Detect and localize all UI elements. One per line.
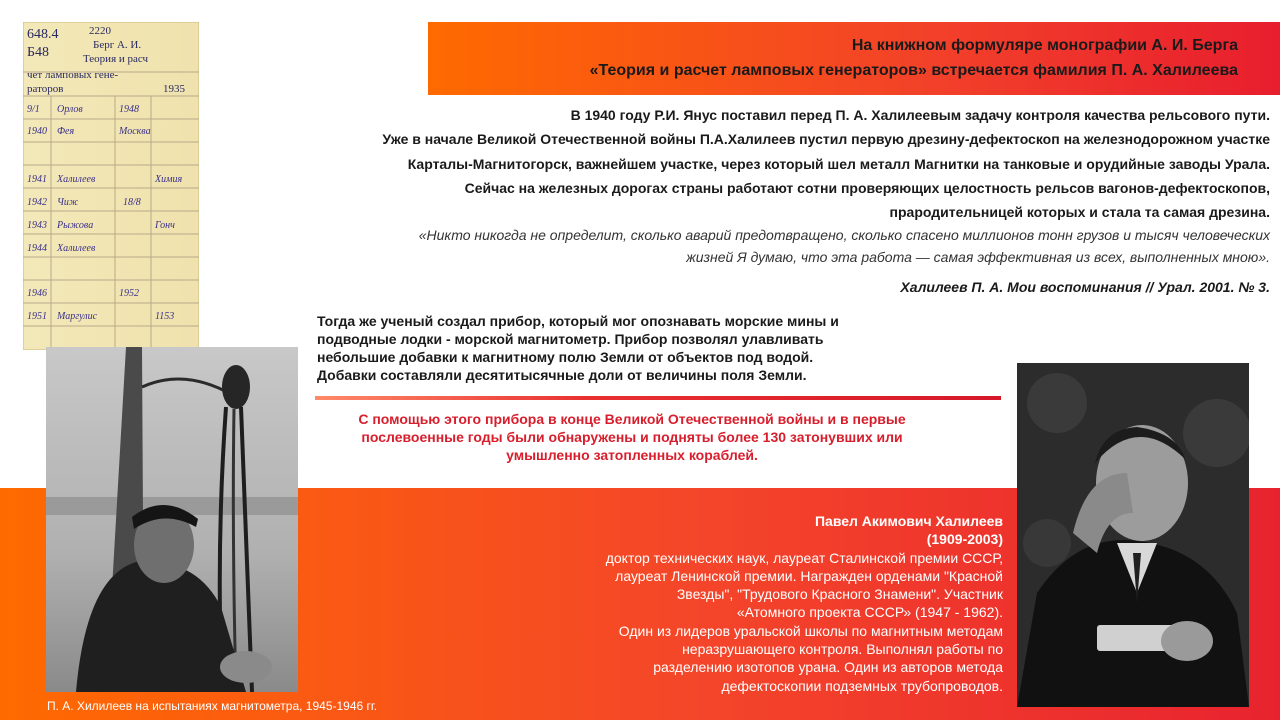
card-row-2-date: 1940	[27, 126, 47, 137]
bio-line-8: дефектоскопии подземных трубопроводов.	[721, 677, 1003, 694]
card-call-number: 648.4	[27, 27, 59, 42]
card-number: 2220	[89, 25, 111, 37]
magnetometer-test-photo	[46, 347, 298, 692]
quote-citation: Халилеев П. А. Мои воспоминания // Урал. 2001. № 3.	[900, 279, 1270, 295]
card-row-2-name: Фея	[57, 126, 75, 137]
card-row-4-date: 1942	[27, 197, 47, 208]
intro-line-2: Уже в начале Великой Отечественной войны П.А.Халилеев пустил первую дрезину-дефектоскоп на железнодорожном участке	[382, 131, 1270, 148]
bio-line-5: Один из лидеров уральской школы по магнитным методам	[618, 622, 1003, 639]
bio-name: Павел Акимович Халилеев	[814, 513, 1003, 529]
card-row-1-date: 9/1	[27, 104, 40, 115]
device-line-3: небольшие добавки к магнитному полю Земли от объектов под водой.	[317, 349, 814, 365]
device-line-1: Тогда же ученый создал прибор, который мог опознавать морские мины и	[317, 313, 839, 329]
card-year: 1935	[163, 83, 185, 95]
card-row-1-name: Орлов	[57, 104, 83, 115]
card-row-4-note: 18/8	[123, 197, 141, 208]
card-row-5-date: 1943	[27, 220, 47, 231]
bio-line-1: доктор технических наук, лауреат Сталинской премии СССР,	[605, 549, 1003, 566]
card-author: Берг А. И.	[93, 39, 142, 51]
card-title-3: раторов	[27, 83, 64, 95]
card-row-4-name: Чиж	[57, 197, 79, 208]
quote-line-1: «Никто никогда не определит, сколько аварий предотвращено, сколько спасено миллионов тонн грузов и тысяч человеческих	[418, 227, 1270, 243]
card-row-3-date: 1941	[27, 174, 47, 185]
biography-block	[520, 512, 1003, 695]
intro-line-1: В 1940 году Р.И. Янус поставил перед П. А. Халилеевым задачу контроля качества рельсового пути.	[570, 107, 1270, 123]
ships-line-1: С помощью этого прибора в конце Великой Отечественной войны и в первые	[358, 411, 906, 427]
header-line-1: На книжном формуляре монографии А. И. Берга	[851, 37, 1238, 54]
bio-line-4: «Атомного проекта СССР» (1947 - 1962).	[736, 604, 1003, 621]
library-card-drawing	[23, 22, 199, 350]
library-card-photo	[23, 22, 199, 350]
device-line-4: Добавки составляли десятитысячные доли от величины поля Земли.	[317, 367, 807, 383]
card-row-2-note: Москва	[119, 126, 151, 137]
intro-line-3: Карталы-Магнитогорск, важнейшем участке, через который шел металл Магнитки на танковые и орудийные заводы Урала.	[407, 155, 1270, 172]
card-row-6-date: 1944	[27, 243, 47, 254]
header-line-2: «Теория и расчет ламповых генераторов» встречается фамилия П. А. Халилеева	[589, 62, 1238, 79]
bio-line-6: неразрушающего контроля. Выполнял работы по	[682, 641, 1003, 658]
card-row-7-date: 1946	[27, 288, 47, 299]
section-divider	[315, 396, 1001, 400]
card-row-5-note: Гонч	[155, 220, 175, 231]
quote-line-2: жизней Я думаю, что эта работа — самая эффективная из всех, выполненных мною».	[686, 249, 1270, 265]
card-title-2: чет ламповых гене-	[27, 69, 119, 81]
card-row-3-note: Химия	[155, 174, 183, 185]
header-banner	[428, 22, 1280, 95]
bio-years: (1909-2003)	[926, 531, 1003, 548]
intro-paragraph	[230, 103, 1270, 224]
photo-caption: П. А. Хилилеев на испытаниях магнитометра, 1945-1946 гг.	[47, 699, 378, 713]
card-title-1: Теория и расч	[83, 53, 149, 65]
bio-line-7: разделению изотопов урана. Один из авторов метода	[653, 659, 1003, 676]
ships-paragraph	[310, 410, 954, 464]
device-line-2: подводные лодки - морской магнитометр. Прибор позволял улавливать	[317, 331, 824, 347]
card-row-5-name: Рыжова	[57, 220, 94, 231]
ships-line-3: умышленно затопленных кораблей.	[506, 447, 758, 463]
card-row-7-note: 1952	[119, 288, 139, 299]
portrait-drawing	[1017, 363, 1249, 707]
portrait-photo	[1017, 363, 1249, 707]
intro-line-5: прародительницей которых и стала та самая дрезина.	[889, 204, 1270, 221]
card-row-6-name: Халилеев	[57, 243, 96, 254]
card-row-1-note: 1948	[119, 104, 139, 115]
intro-line-4: Сейчас на железных дорогах страны работают сотни проверяющих целостность рельсов вагонов-дефектоскопов,	[464, 179, 1270, 196]
bio-line-3: Звезды", "Трудового Красного Знамени". Участник	[676, 586, 1003, 603]
quote-block	[270, 224, 1270, 268]
card-row-8-note: 1153	[155, 311, 175, 322]
magnetometer-test-drawing	[46, 347, 298, 692]
card-row-8-name: Маргулис	[57, 311, 98, 322]
card-code: Б48	[27, 45, 50, 60]
card-row-8-date: 1951	[27, 311, 47, 322]
magnetometer-paragraph	[317, 312, 937, 384]
ships-line-2: послевоенные годы были обнаружены и подняты более 130 затонувших или	[361, 429, 903, 445]
card-row-3-name: Халилеев	[57, 174, 96, 185]
bio-line-2: лауреат Ленинской премии. Награжден орденами "Красной	[615, 567, 1003, 584]
